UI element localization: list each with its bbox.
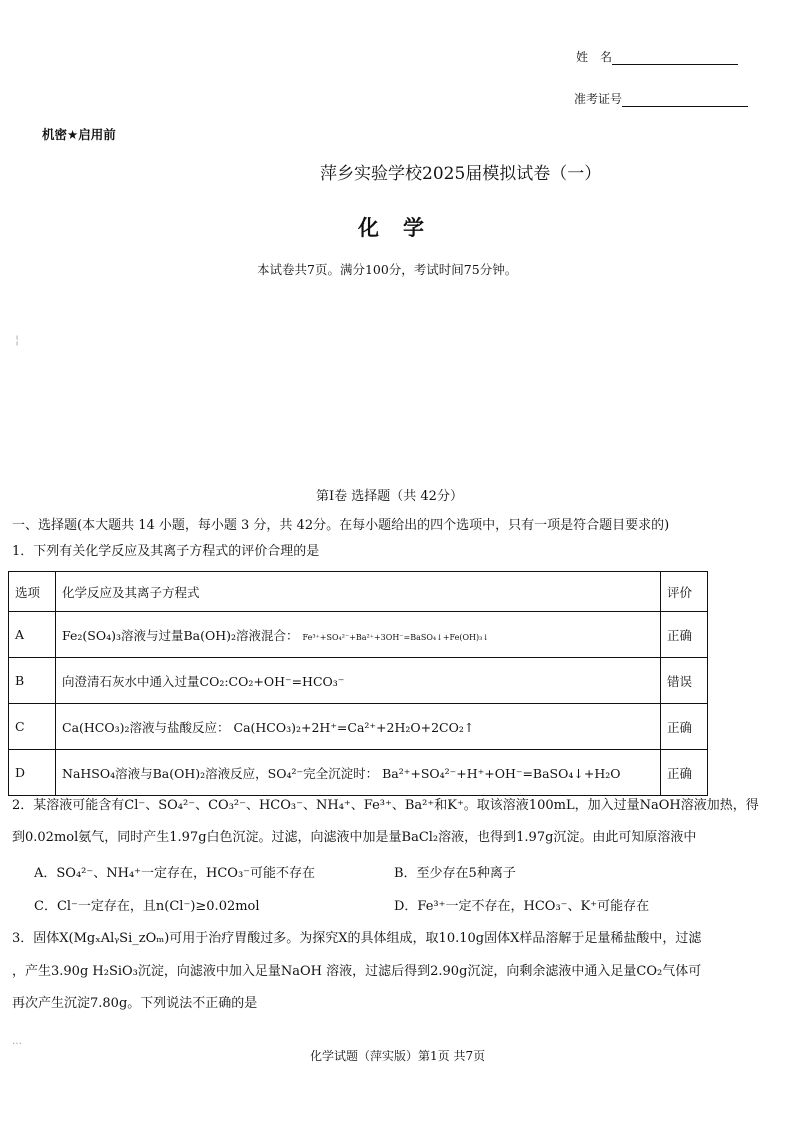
row-option: A xyxy=(9,612,56,658)
page-footer: 化学试题（萍实版）第1页 共7页 xyxy=(310,1049,486,1063)
q2-stem-line2: 到0.02mol氨气，同时产生1.97g白色沉淀。过滤，向滤液中加是量BaCl₂溶液，也得到1.97g沉淀。由此可知原溶液中 xyxy=(12,830,697,845)
row-evaluation: 正确 xyxy=(661,704,708,750)
q2-option-d[interactable]: D．Fe³⁺一定不存在，HCO₃⁻、K⁺可能存在 xyxy=(394,899,650,914)
q3-stem-line3: 再次产生沉淀7.80g。下列说法不正确的是 xyxy=(12,996,258,1011)
reaction-equation: Ca(HCO₃)₂+2H⁺=Ca²⁺+2H₂O+2CO₂↑ xyxy=(233,719,475,735)
reaction-text: Ca(HCO₃)₂溶液与盐酸反应： xyxy=(62,719,230,735)
row-evaluation: 正确 xyxy=(661,750,708,796)
header-option: 选项 xyxy=(9,572,56,612)
row-reaction xyxy=(56,704,661,750)
reaction-equation: Ba²⁺+SO₄²⁻+H⁺+OH⁻=BaSO₄↓+H₂O xyxy=(382,765,621,781)
row-option: D xyxy=(9,750,56,796)
row-evaluation: 错误 xyxy=(661,658,708,704)
header-reaction: 化学反应及其离子方程式 xyxy=(56,572,661,612)
row-evaluation: 正确 xyxy=(661,612,708,658)
row-option: B xyxy=(9,658,56,704)
q2-option-a[interactable]: A．SO₄²⁻、NH₄⁺一定存在，HCO₃⁻可能不存在 xyxy=(34,866,316,881)
table-row xyxy=(9,704,708,750)
q2-stem-line1: 2．某溶液可能含有Cl⁻、SO₄²⁻、CO₃²⁻、HCO₃⁻、NH₄⁺、Fe³⁺、Ba²⁺和K⁺。取该溶液100mL，加入过量NaOH溶液加热，得 xyxy=(12,798,759,813)
q2-option-b[interactable]: B．至少存在5种离子 xyxy=(394,866,516,881)
footer-speck: … xyxy=(12,1036,22,1047)
school-title: 萍乡实验学校2025届模拟试卷（一） xyxy=(320,164,602,184)
secret-label: 机密★启用前 xyxy=(42,127,116,142)
header-evaluation: 评价 xyxy=(661,572,708,612)
q1-table xyxy=(8,571,708,796)
reaction-text: 向澄清石灰水中通入过量CO₂:CO₂+OH⁻=HCO₃⁻ xyxy=(62,673,345,689)
q3-stem-line2: ，产生3.90g H₂SiO₃沉淀，向滤液中加入足量NaOH 溶液，过滤后得到2.90g沉淀，向剩余滤液中通入足量CO₂气体可 xyxy=(12,964,702,979)
exam-no-label: 准考证号 xyxy=(574,92,623,106)
table-header-row xyxy=(9,572,708,612)
row-reaction xyxy=(56,750,661,796)
row-reaction xyxy=(56,658,661,704)
section-heading: 一、选择题(本大题共 14 小题，每小题 3 分，共 42分。在每小题给出的四个选项中，只有一项是符合题目要求的) xyxy=(12,518,670,533)
table-row xyxy=(9,612,708,658)
name-label: 姓 名 xyxy=(576,50,613,64)
table-row xyxy=(9,750,708,796)
row-reaction xyxy=(56,612,661,658)
name-field-row xyxy=(576,48,738,65)
exam-no-blank[interactable] xyxy=(622,92,748,107)
reaction-equation: Fe³⁺+SO₄²⁻+Ba²⁺+3OH⁻=BaSO₄↓+Fe(OH)₃↓ xyxy=(302,632,490,642)
reaction-text: Fe₂(SO₄)₃溶液与过量Ba(OH)₂溶液混合： xyxy=(62,627,299,643)
subject-title: 化学 xyxy=(358,215,448,240)
q1-stem: 1．下列有关化学反应及其离子方程式的评价合理的是 xyxy=(12,544,320,559)
reaction-text: NaHSO₄溶液与Ba(OH)₂溶液反应，SO₄²⁻完全沉淀时： xyxy=(62,765,379,781)
exam-no-field-row xyxy=(574,90,748,107)
row-option: C xyxy=(9,704,56,750)
q3-stem-line1: 3．固体X(MgₓAlᵧSi_zOₘ)可用于治疗胃酸过多。为探究X的具体组成，取10.10g固体X样品溶解于足量稀盐酸中，过滤 xyxy=(12,931,702,946)
scan-speck: ╎ xyxy=(14,336,21,347)
exam-info: 本试卷共7页。满分100分，考试时间75分钟。 xyxy=(257,262,518,277)
name-blank[interactable] xyxy=(612,50,738,65)
q2-option-c[interactable]: C．Cl⁻一定存在，且n(Cl⁻)≥0.02mol xyxy=(34,899,260,914)
table-row xyxy=(9,658,708,704)
part-title: 第Ⅰ卷 选择题（共 42分） xyxy=(316,489,463,504)
